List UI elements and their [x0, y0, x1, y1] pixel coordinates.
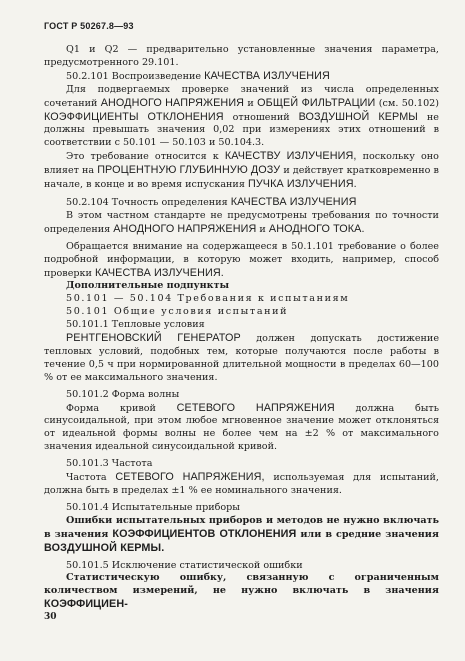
paragraph-body: Ошибки испытательных приборов и методов не нужно включать в значения КОЭФФИЦИЕНТОВ ОТКЛОНЕНИЯ или в средние значения ВОЗДУШНОЙ КЕРМЫ.: [44, 514, 440, 554]
clause-heading: 50.101.2 Форма волны: [66, 388, 180, 400]
clause-heading: 50.101.5 Исключение статистической ошибки: [66, 559, 303, 571]
clause-heading: 50.2.104 Точность определения КАЧЕСТВА ИЗЛУЧЕНИЯ: [66, 195, 357, 208]
clause-heading: 50.101 — 50.104 Требования к испытаниям: [66, 293, 350, 305]
clause-heading: 50.101.4 Испытательные приборы: [66, 501, 240, 513]
paragraph-body: В этом частном стандарте не предусмотрены требования по точности определения АНОДНОГО НАПРЯЖЕНИЯ и АНОДНОГО ТОКА.: [44, 209, 439, 235]
paragraph-q-definition: Q1 и Q2 — предварительно установленные значения параметра, предусмотренного 29.101.: [44, 44, 439, 68]
paragraph-body: Частота СЕТЕВОГО НАПРЯЖЕНИЯ, используемая для испытаний, должна быть в пределах ±1 % ее номинального значения.: [44, 471, 439, 496]
paragraph-body: Это требование относится к КАЧЕСТВУ ИЗЛУЧЕНИЯ, поскольку оно влияет на ПРОЦЕНТНУЮ ГЛУБИННУЮ ДОЗУ и действует кратковременно в начале, в конце и во время испускания ПУЧКА ИЗЛУЧЕНИЯ.: [44, 150, 439, 191]
document-header: ГОСТ Р 50267.8—93: [44, 21, 134, 31]
clause-heading: 50.2.101 Воспроизведение КАЧЕСТВА ИЗЛУЧЕНИЯ: [66, 69, 330, 82]
paragraph-body: Статистическую ошибку, связанную с ограниченным количеством измерений, не нужно включать в значения КОЭФФИЦИЕН-: [44, 572, 439, 611]
clause-heading: 50.101 Общие условия испытаний: [66, 306, 289, 318]
paragraph-body: Форма кривой СЕТЕВОГО НАПРЯЖЕНИЯ должна быть синусоидальной, при этом любое мгновенное значение может отклоняться от идеальной формы волны не более чем на ±2 % от максимального значения идеальной синусоидальной кривой.: [44, 401, 440, 453]
clause-heading: 50.101.3 Частота: [66, 458, 153, 470]
section-heading: Дополнительные подпункты: [66, 280, 230, 292]
paragraph-body: Для подвергаемых проверке значений из числа определенных сочетаний АНОДНОГО НАПРЯЖЕНИЯ и ОБЩЕЙ ФИЛЬТРАЦИИ (см. 50.102) КОЭФФИЦИЕНТЫ ОТКЛОНЕНИЯ отношений ВОЗДУШНОЙ КЕРМЫ не должны превышать значения 0,02 при измерениях этих отношений в соответствии с 50.101 — 50.103 и 50.104.3.: [44, 83, 440, 149]
page-number: 30: [44, 612, 57, 622]
clause-heading: 50.101.1 Тепловые условия: [66, 319, 205, 331]
paragraph-body: РЕНТГЕНОВСКИЙ ГЕНЕРАТОР должен допускать достижение тепловых условий, подобных тем, которые получаются после работы в течение 0,5 ч при нормированной длительной мощности в пределах 60—100 % от ее максимального значения.: [44, 332, 440, 383]
paragraph-body: Обращается внимание на содержащееся в 50.1.101 требование о более подробной информации, в которую может входить, например, способ проверки КАЧЕСТВА ИЗЛУЧЕНИЯ.: [44, 240, 440, 279]
